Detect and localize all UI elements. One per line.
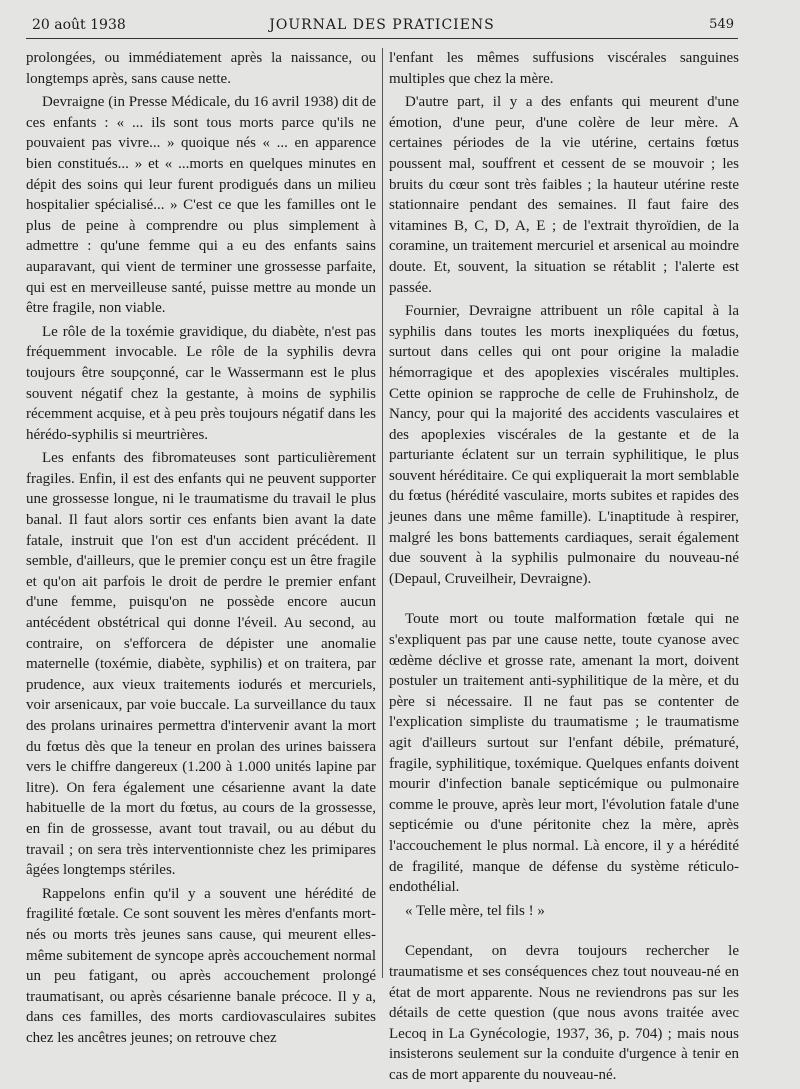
paragraph: D'autre part, il y a des enfants qui meurent d'une émotion, d'une peur, d'une colère de leur mère. A certaines périodes de la vie utérine, certains fœtus poussent mal, souffrent et cessent de se mouvoir ; les bruits du cœur sont très faibles ; la hauteur utérine reste stationnaire pendant des semaines. Il faut faire des vitamines B, C, D, A, E ; de l'extrait thyroïdien, de la coramine, un traitement mercuriel et arsenical au moindre doute. Et, souvent, la situation se rétablit ; l'alerte est passée. <box>389 94 739 296</box>
paragraph: Devraigne (in Presse Médicale, du 16 avril 1938) dit de ces enfants : « ... ils sont tous morts parce qu'ils ne pouvaient pas vivre... » quoique nés « ... en apparence bien constitués... » et « ...morts en quelques minutes en dépit des soins qui leur furent prodigués dans un milieu hospitalier spécialisé... » C'est ce que les familles ont le plus de peine à comprendre ou plus simplement à admettre : qu'une femme qui a eu des enfants sains auparavant, qui vient de terminer une grossesse parfaite, qui est en merveilleuse santé, puisse mettre au monde un être fragile, non viable. <box>26 94 376 317</box>
paragraph: Toute mort ou toute malformation fœtale qui ne s'expliquent pas par une cause nette, toute cyanose avec œdème déclive et grosse rate, amenant la mort, doivent postuler un traitement anti-syphilitique de la mère, et du père si nécessaire. Il ne faut pas se contenter de l'explication simpliste du traumatisme ; le traumatisme agit d'ailleurs surtout sur l'enfant débile, prématuré, fragile, syphilitique, toxémique. Quelques enfants doivent mourir d'infection banale septicémique ou pulmonaire comme le prouve, après leur mort, l'évolution fatale d'une septicémie ou d'une péritonite chez la mère, après l'accouchement le plus normal. Là encore, il y a hérédité de fragilité, manque de défense du système réticulo-endothélial. <box>389 611 739 896</box>
page-number: 549 <box>709 17 734 32</box>
left-column <box>26 48 376 1052</box>
paragraph: Fournier, Devraigne attribuent un rôle capital à la syphilis dans toutes les morts inexpliquées du fœtus, surtout dans celles qui ont pour origine la maladie hémorragique et des apoplexies viscérales multiples. Cette opinion se rapproche de celle de Fruhinsholz, de Nancy, pour qui la majorité des accidents vasculaires et des apoplexies viscérales de la gestante et de la parturiante éclatent sur un terrain syphilitique, le plus souvent héréditaire. Ce qui expliquerait la mort semblable du fœtus (hérédité vasculaire, morts subites et rapides des jeunes dans une même famille). L'inaptitude à respirer, malgré les bons battements cardiaques, serait également due souvent à la syphilis pulmonaire du nouveau-né (Depaul, Cruveilheir, Devraigne). <box>389 303 739 587</box>
paragraph: Les enfants des fibromateuses sont particulièrement fragiles. Enfin, il est des enfants qui ne peuvent supporter une grossesse longue, ni le traumatisme du travail le plus banal. Il faut alors sortir ces enfants bien avant la date fatale, instruit que l'on est d'un accident précédent. Il semble, d'ailleurs, que le premier conçu est un être fragile et qu'on ait parfois le droit de perdre le premier enfant d'une femme, puisqu'on ne possède encore aucun antécédent obstétrical qui donne l'éveil. Au second, au contraire, on s'efforcera de dépister une anomalie maternelle (toxémie, diabète, syphilis) et on traitera, par prudence, aux vieux traitements iodurés et mercuriels, voir arsenicaux, par voie buccale. La surveillance du taux des prolans urinaires permettra d'intervenir avant la mort du fœtus dès que la teneur en prolan des urines baissera vers le chiffre dangereux (1.200 à 1.000 unités lapine par litre). On fera également une césarienne avant la date habituelle de la mort du fœtus, au cours de la grossesse, en fin de grossesse, avant tout travail, ou au début du travail ; on sera très interventionniste chez les primipares âgées longtemps stériles. <box>26 450 376 879</box>
header-date: 20 août 1938 <box>32 17 126 33</box>
quote: « Telle mère, tel fils ! » <box>405 902 545 919</box>
paragraph: prolongées, ou immédiatement après la naissance, ou longtemps après, sans cause nette. <box>26 50 376 87</box>
running-header <box>26 14 738 39</box>
right-column <box>389 48 739 1089</box>
paragraph: l'enfant les mêmes suffusions viscérales sanguines multiples que chez la mère. <box>389 50 739 87</box>
journal-title: JOURNAL DES PRATICIENS <box>269 17 495 33</box>
paragraph: Rappelons enfin qu'il y a souvent une hérédité de fragilité fœtale. Ce sont souvent les mères d'enfants mort-nés ou morts très jeunes sans cause, qui meurent elles-même subitement de syncope après accouchement normal un peu fatigant, ou après accouchement prolongé traumatisant, ou après césarienne banale précoce. Il y a, dans ces familles, des morts cardiovasculaires subites chez les ancêtres jeunes; on retrouve chez <box>26 885 376 1046</box>
paragraph: Cependant, on devra toujours rechercher le traumatisme et ses conséquences chez tout nouveau-né en état de mort apparente. Nous ne reviendrons pas sur les détails de cette question (que nous avons traitée avec Lecoq in La Gynécologie, 1937, 36, p. 704) ; mais nous insisterons seulement sur la conduite d'urgence à tenir en cas de mort apparente du nouveau-né. <box>389 943 739 1083</box>
paragraph: Le rôle de la toxémie gravidique, du diabète, n'est pas fréquemment invocable. Le rôle de la syphilis devra toujours être soupçonné, car le Wassermann est le plus souvent négatif chez la gestante, à moins de syphilis récemment acquise, et à peu près toujours négatif dans les hérédo-syphilis si meurtrières. <box>26 323 376 443</box>
column-divider <box>382 48 383 978</box>
